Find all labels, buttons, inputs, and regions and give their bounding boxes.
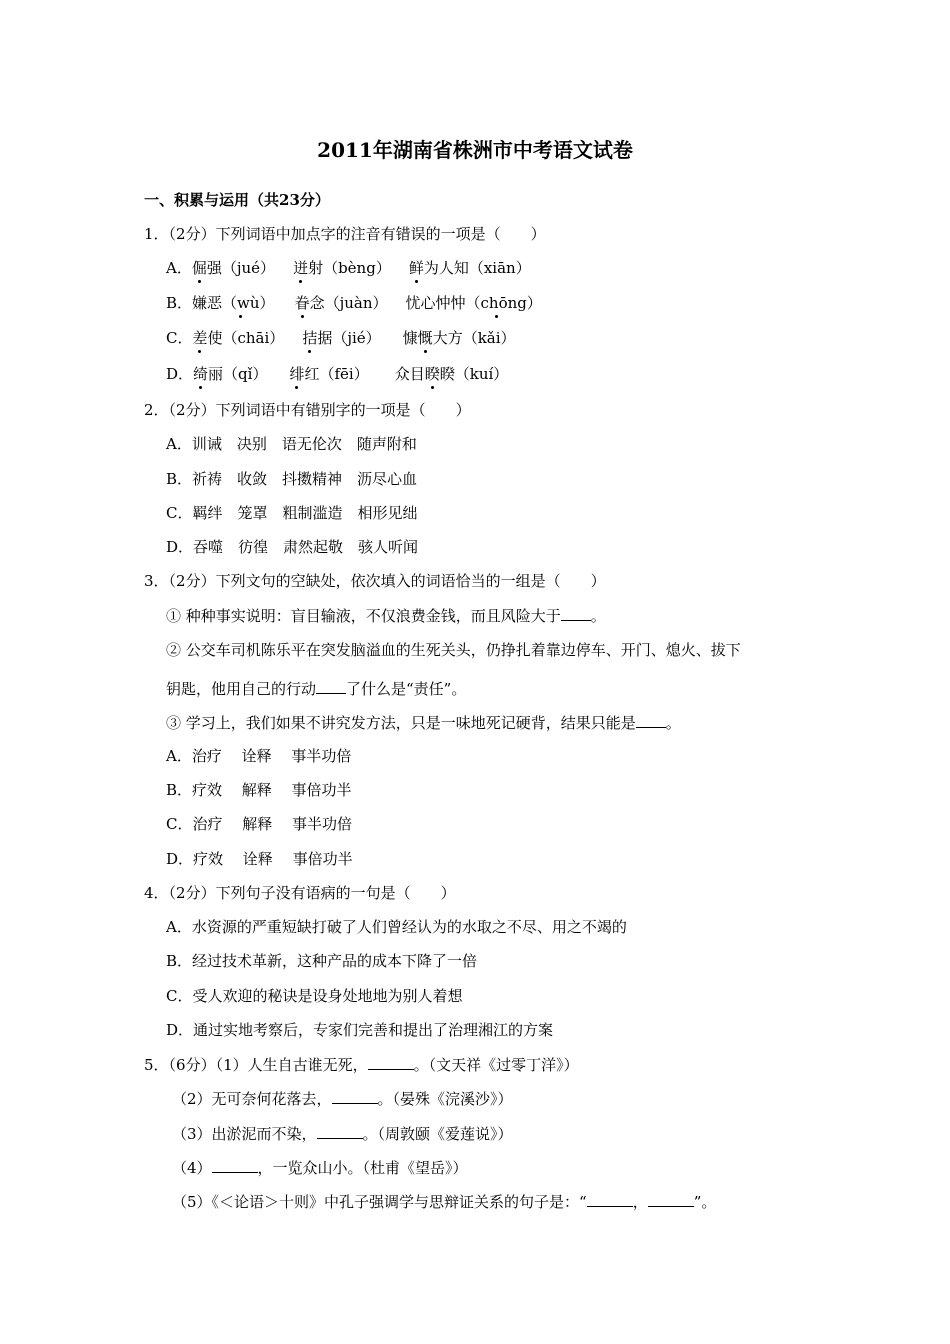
dotted-char: 眷 (294, 294, 310, 312)
question-2-option-b: B．祈祷 收敛 抖擞精神 沥尽心血 (166, 470, 418, 488)
question-3-sentence-2: ② 公交车司机陈乐平在突发脑溢血的生死关头，仍挣扎着靠边停车、开门、熄火、拔下 (166, 641, 741, 659)
page-title: 2011年湖南省株洲市中考语文试卷 (317, 138, 633, 162)
fill-blank[interactable] (317, 1123, 363, 1139)
fill-blank[interactable] (332, 1088, 378, 1104)
question-4-option-d: D．通过实地考察后，专家们完善和提出了治理湘江的方案 (166, 1021, 554, 1039)
question-1-option-a: A．倔强（jué） 迸射（bèng） 鲜为人知（xiān） (166, 259, 531, 277)
question-3-sentence-3: ③ 学习上，我们如果不讲究发方法，只是一味地死记硬背，结果只能是 。 (166, 714, 681, 732)
fill-blank[interactable] (316, 678, 346, 694)
question-2-option-d: D．吞噬 彷徨 肃然起敬 骇人听闻 (166, 538, 419, 556)
question-3-sentence-1: ① 种种事实说明：盲目输液，不仅浪费金钱，而且风险大于 。 (166, 607, 606, 625)
dotted-char: 恶（wù） (207, 294, 275, 312)
fill-blank[interactable] (368, 1054, 414, 1070)
question-3-stem: 3．（2分）下列文句的空缺处，依次填入的词语恰当的一组是（ ） (144, 572, 606, 590)
dotted-char: 绮 (193, 365, 209, 383)
question-5-item-3: （3）出淤泥而不染， 。（周敦颐《爱莲说》） (172, 1125, 513, 1143)
question-5-item-1: 5．（6分）（1）人生自古谁无死， 。（文天祥《过零丁洋》） (144, 1056, 579, 1074)
question-5-item-4: （4） ，一览众山小。（杜甫《望岳》） (172, 1159, 468, 1177)
dotted-char: 差 (192, 329, 208, 347)
dotted-char: 倔 (191, 259, 207, 277)
question-3-option-b: B．疗效 解释 事倍功半 (166, 781, 352, 799)
question-1-stem: 1．（2分）下列词语中加点字的注音有错误的一项是（ ） (144, 225, 546, 243)
question-2-option-c: C．羁绊 笼罩 粗制滥造 相形见绌 (166, 504, 418, 522)
question-5-item-2: （2）无可奈何花落去， 。（晏殊《浣溪沙》） (172, 1090, 513, 1108)
dotted-char: 绯 (289, 365, 305, 383)
question-1-option-b: B．嫌恶（wù） 眷念（juàn） 忧心忡忡（chōng） (166, 294, 542, 312)
dotted-char: 慨 (417, 329, 433, 347)
question-3-sentence-2-cont: 钥匙，他用自己的行动 了什么是“责任”。 (166, 680, 467, 698)
question-4-stem: 4．（2分）下列句子没有语病的一句是（ ） (144, 884, 456, 902)
question-4-option-a: A．水资源的严重短缺打破了人们曾经认为的水取之不尽、用之不竭的 (166, 918, 627, 936)
fill-blank[interactable] (212, 1157, 258, 1173)
question-2-stem: 2．（2分）下列词语中有错别字的一项是（ ） (144, 401, 471, 419)
question-3-option-c: C．治疗 解释 事半功倍 (166, 815, 353, 833)
dotted-char: 睽 (424, 365, 440, 383)
question-2-option-a: A．训诫 决别 语无伦次 随声附和 (166, 435, 417, 453)
question-1-option-d: D．绮丽（qǐ） 绯红（fēi） 众目睽睽（kuí） (166, 365, 509, 383)
question-5-item-5: （5）《＜论语＞十则》中孔子强调学与思辩证关系的句子是：“ ， ”。 (172, 1193, 717, 1211)
question-3-option-a: A．治疗 诠释 事半功倍 (166, 747, 352, 765)
fill-blank[interactable] (636, 712, 666, 728)
dotted-char: 忡（chōng） (450, 294, 542, 312)
dotted-char: 鲜 (408, 259, 424, 277)
question-3-option-d: D．疗效 诠释 事倍功半 (166, 850, 353, 868)
fill-blank[interactable] (587, 1191, 633, 1207)
dotted-char: 拮 (302, 329, 318, 347)
question-4-option-b: B．经过技术革新，这种产品的成本下降了一倍 (166, 952, 478, 970)
section-heading: 一、积累与运用（共23分） (144, 191, 330, 209)
question-4-option-c: C．受人欢迎的秘诀是设身处地地为别人着想 (166, 987, 463, 1005)
fill-blank[interactable] (561, 605, 591, 621)
fill-blank[interactable] (648, 1191, 694, 1207)
question-1-option-c: C．差使（chāi） 拮据（jié） 慷慨大方（kǎi） (166, 329, 516, 347)
dotted-char: 迸 (293, 259, 309, 277)
